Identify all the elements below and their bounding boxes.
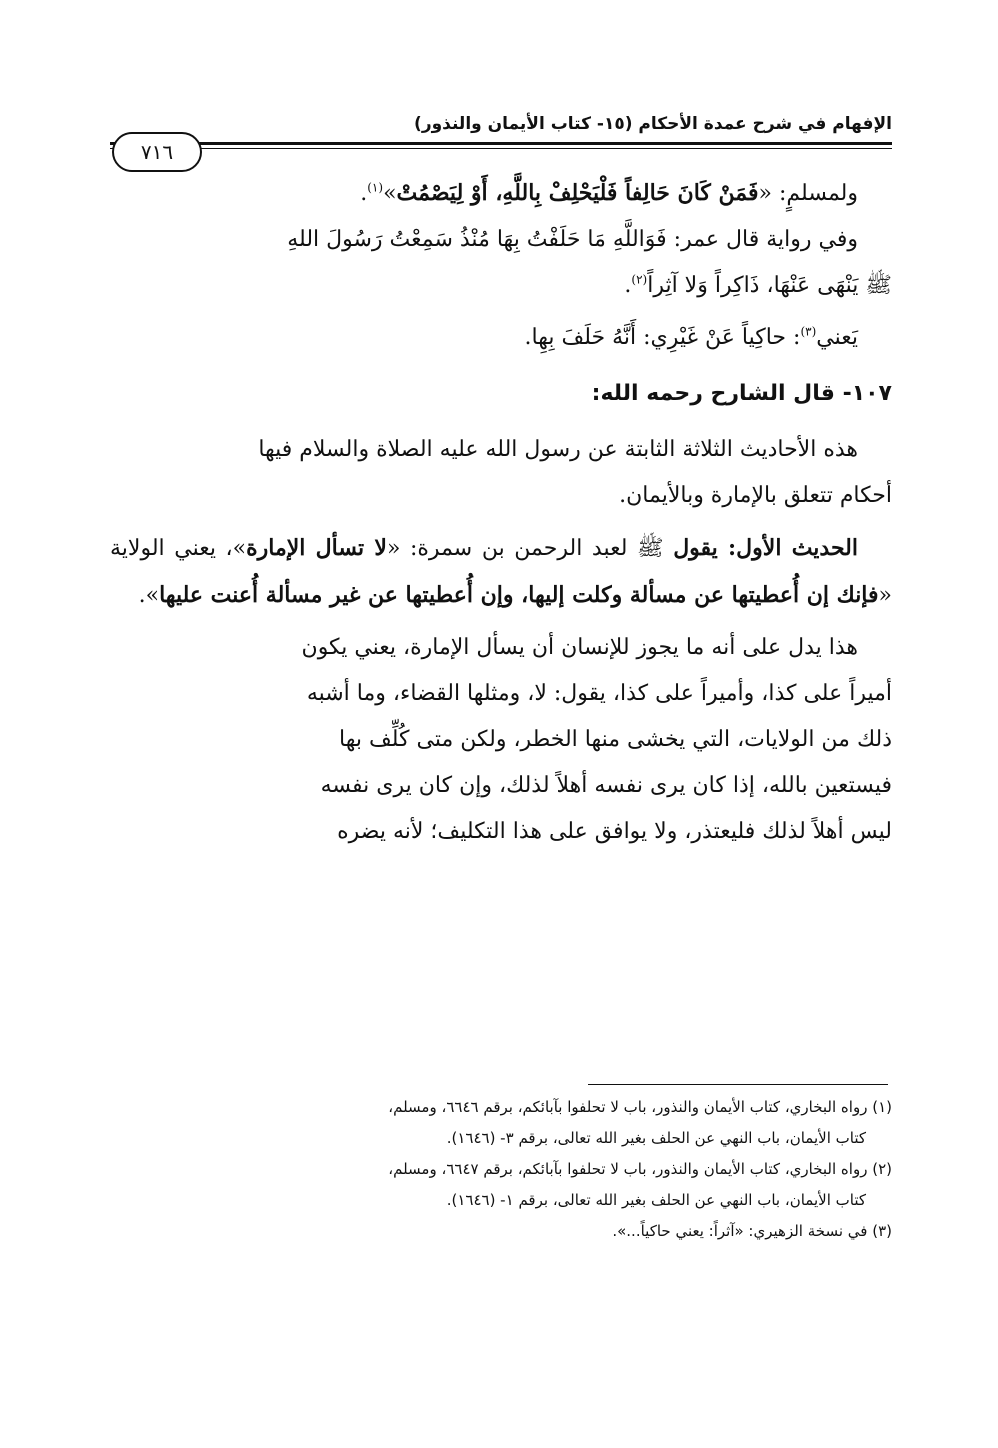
footnote-3-line-1: (٣) في نسخة الزهيري: «آثراً: يعني حاكياً...».: [612, 1222, 892, 1240]
hadith-end: ».: [138, 583, 160, 608]
body-text: [110, 170, 892, 861]
footnote-2-line-2: كتاب الأيمان، باب النهي عن الحلف بغير الله تعالى، برقم ١- (١٦٤٦).: [446, 1191, 866, 1209]
footnote-ref-2: (٢): [631, 272, 648, 287]
muslim-quote: فَمَنْ كَانَ حَالِفاً فَلْيَحْلِفْ بِاللَّهِ، أَوْ لِيَصْمُتْ: [396, 180, 759, 206]
paragraph-3-line-5: ليس أهلاً لذلك فليعتذر، ولا يوافق على هذا التكليف؛ لأنه يضره: [337, 819, 892, 844]
hadith-quote-1: لا تسأل الإمارة: [246, 535, 387, 561]
footnote-1-line-2: كتاب الأيمان، باب النهي عن الحلف بغير الله تعالى، برقم ٣- (١٦٤٦).: [446, 1129, 866, 1147]
footnote-2-line-1: (٢) رواه البخاري، كتاب الأيمان والنذور، باب لا تحلفوا بآبائكم، برقم ٦٦٤٧، ومسلم،: [388, 1160, 892, 1178]
umar-line-2-end: .: [624, 273, 632, 298]
hadith-lead: الحديث الأول: يقول: [673, 535, 858, 561]
paragraph-3-line-2: أميراً على كذا، وأميراً على كذا، يقول: لا، ومثلها القضاء، وما أشبه: [306, 681, 892, 706]
paragraph-2: [110, 525, 892, 619]
muslim-quote-close: »: [383, 181, 397, 206]
muslim-narration-line: [110, 170, 892, 217]
umar-line-2-text: ﷺ يَنْهَى عَنْهَا، ذَاكِراً وَلا آثِراً: [647, 273, 892, 298]
footnote-ref-3: (٣): [800, 324, 817, 339]
muslim-end: .: [360, 181, 368, 206]
paragraph-1-line-2: أحكام تتعلق بالإمارة وبالأيمان.: [619, 483, 892, 508]
header-rule-thick: [110, 142, 892, 145]
yani-explanation-line: [110, 315, 892, 361]
footnotes: [110, 1092, 892, 1247]
umar-narration-line-1: وفي رواية قال عمر: فَوَاللَّهِ مَا حَلَفْتُ بِهَا مُنْذُ سَمِعْتُ رَسُولَ اللهِ: [287, 227, 858, 252]
paragraph-3: [110, 625, 892, 855]
paragraph-1-line-1: هذه الأحاديث الثلاثة الثابتة عن رسول الله عليه الصلاة والسلام فيها: [258, 437, 858, 462]
running-title: الإفهام في شرح عمدة الأحكام (١٥- كتاب الأيمان والنذور): [414, 114, 892, 134]
footnote-separator: [588, 1084, 888, 1085]
header-rule-thin: [110, 148, 892, 149]
page-header: [110, 108, 892, 164]
hadith-mid: »، يعني الولاية «: [110, 536, 892, 608]
paragraph-3-line-1: هذا يدل على أنه ما يجوز للإنسان أن يسأل الإمارة، يعني يكون: [301, 635, 858, 660]
footnote-ref-1: (١): [367, 180, 384, 195]
yani-text: : حاكِياً عَنْ غَيْرِي: أَنَّهُ حَلَفَ بِهِا.: [524, 325, 801, 350]
paragraph-3-line-4: فيستعين بالله، إذا كان يرى نفسه أهلاً لذلك، وإن كان يرى نفسه: [320, 773, 892, 798]
paragraph-1: [110, 427, 892, 519]
yani-prefix: يَعني: [816, 325, 858, 350]
hadith-intro: ﷺ لعبد الرحمن بن سمرة: «: [386, 536, 674, 561]
footnote-1-line-1: (١) رواه البخاري، كتاب الأيمان والنذور، باب لا تحلفوا بآبائكم، برقم ٦٦٤٦، ومسلم،: [388, 1098, 892, 1116]
paragraph-2-text: [110, 525, 892, 619]
muslim-prefix: ولمسلمٍ: «: [758, 181, 858, 206]
hadith-quote-2: فإنك إن أُعطيتها عن مسألة وكلت إليها، وإن أُعطيتها عن غير مسألة أُعنت عليها: [159, 582, 879, 608]
paragraph-3-line-3: ذلك من الولايات، التي يخشى منها الخطر، ولكن متى كُلِّف بها: [339, 727, 892, 752]
section-heading: ١٠٧- قال الشارح رحمه الله:: [591, 381, 892, 406]
page-number-badge: ٧١٦: [112, 132, 202, 172]
umar-narration-line-2: [110, 263, 892, 309]
